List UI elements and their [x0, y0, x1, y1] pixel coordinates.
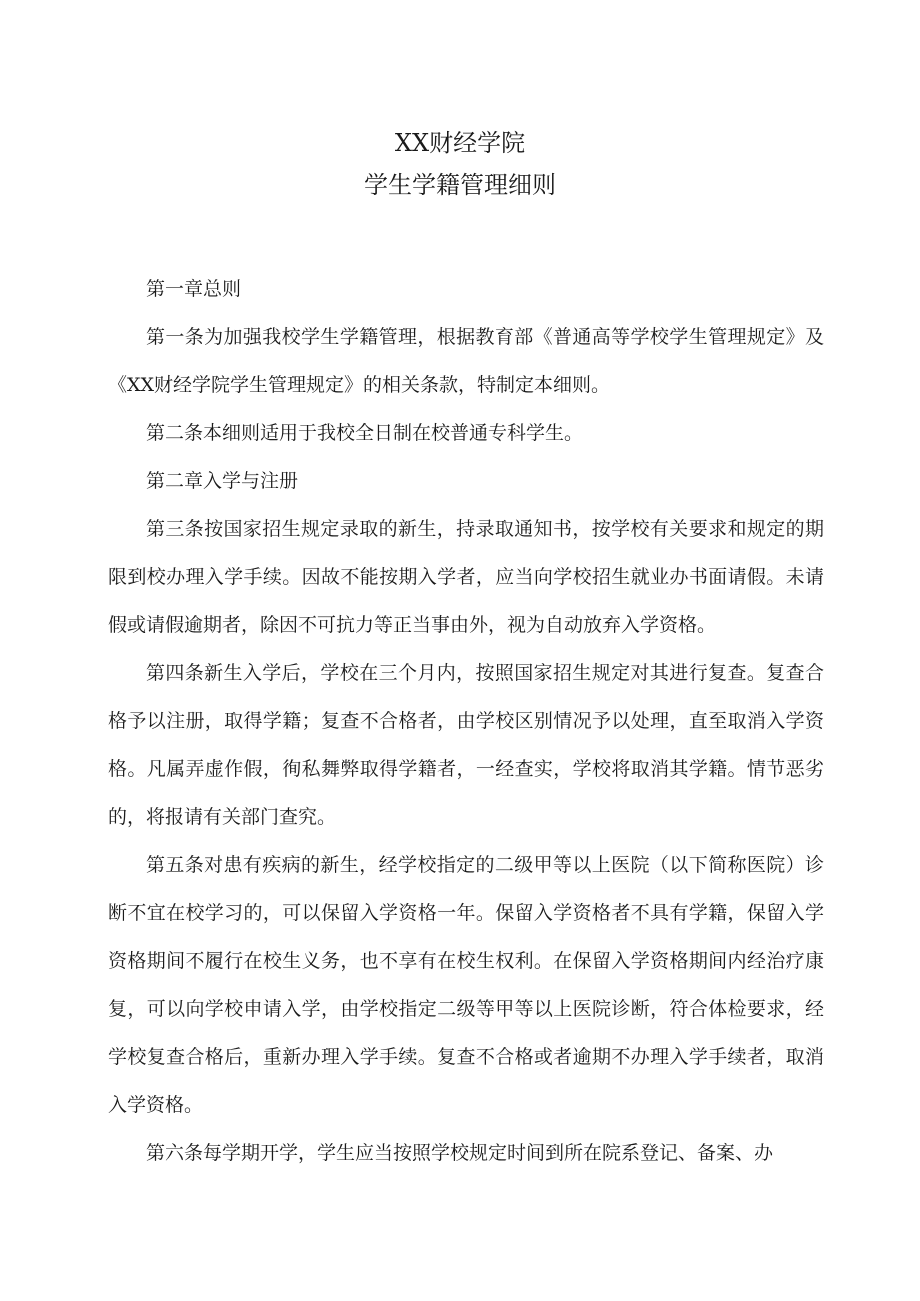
document-body	[108, 265, 824, 1177]
document-title: XX财经学院	[394, 129, 526, 157]
article-paragraph: 第三条按国家招生规定录取的新生，持录取通知书，按学校有关要求和规定的期限到校办理入学手续。因故不能按期入学者，应当向学校招生就业办书面请假。未请假或请假逾期者，除因不可抗力等正当事由外，视为自动放弃入学资格。	[108, 518, 824, 636]
article-paragraph: 第六条每学期开学，学生应当按照学校规定时间到所在院系登记、备案、办	[146, 1142, 774, 1164]
title-block	[0, 122, 920, 206]
article-paragraph: 第五条对患有疾病的新生，经学校指定的二级甲等以上医院（以下简称医院）诊断不宜在校学习的，可以保留入学资格一年。保留入学资格者不具有学籍，保留入学资格期间不履行在校生义务，也不享有在校生权利。在保留入学资格期间内经治疗康复，可以向学校申请入学，由学校指定二级等甲等以上医院诊断，符合体检要求，经学校复查合格后，重新办理入学手续。复查不合格或者逾期不办理入学手续者，取消入学资格。	[108, 854, 824, 1116]
chapter-heading: 第二章入学与注册	[146, 470, 299, 492]
chapter-heading: 第一章总则	[146, 278, 242, 300]
article-paragraph: 第一条为加强我校学生学籍管理，根据教育部《普通高等学校学生管理规定》及《XX财经学院学生管理规定》的相关条款，特制定本细则。	[108, 326, 824, 396]
article-paragraph: 第四条新生入学后，学校在三个月内，按照国家招生规定对其进行复查。复查合格予以注册，取得学籍；复查不合格者，由学校区别情况予以处理，直至取消入学资格。凡属弄虚作假，徇私舞弊取得学籍者，一经查实，学校将取消其学籍。情节恶劣的，将报请有关部门查究。	[108, 662, 824, 828]
document-subtitle: 学生学籍管理细则	[364, 171, 556, 199]
article-paragraph: 第二条本细则适用于我校全日制在校普通专科学生。	[146, 422, 584, 444]
